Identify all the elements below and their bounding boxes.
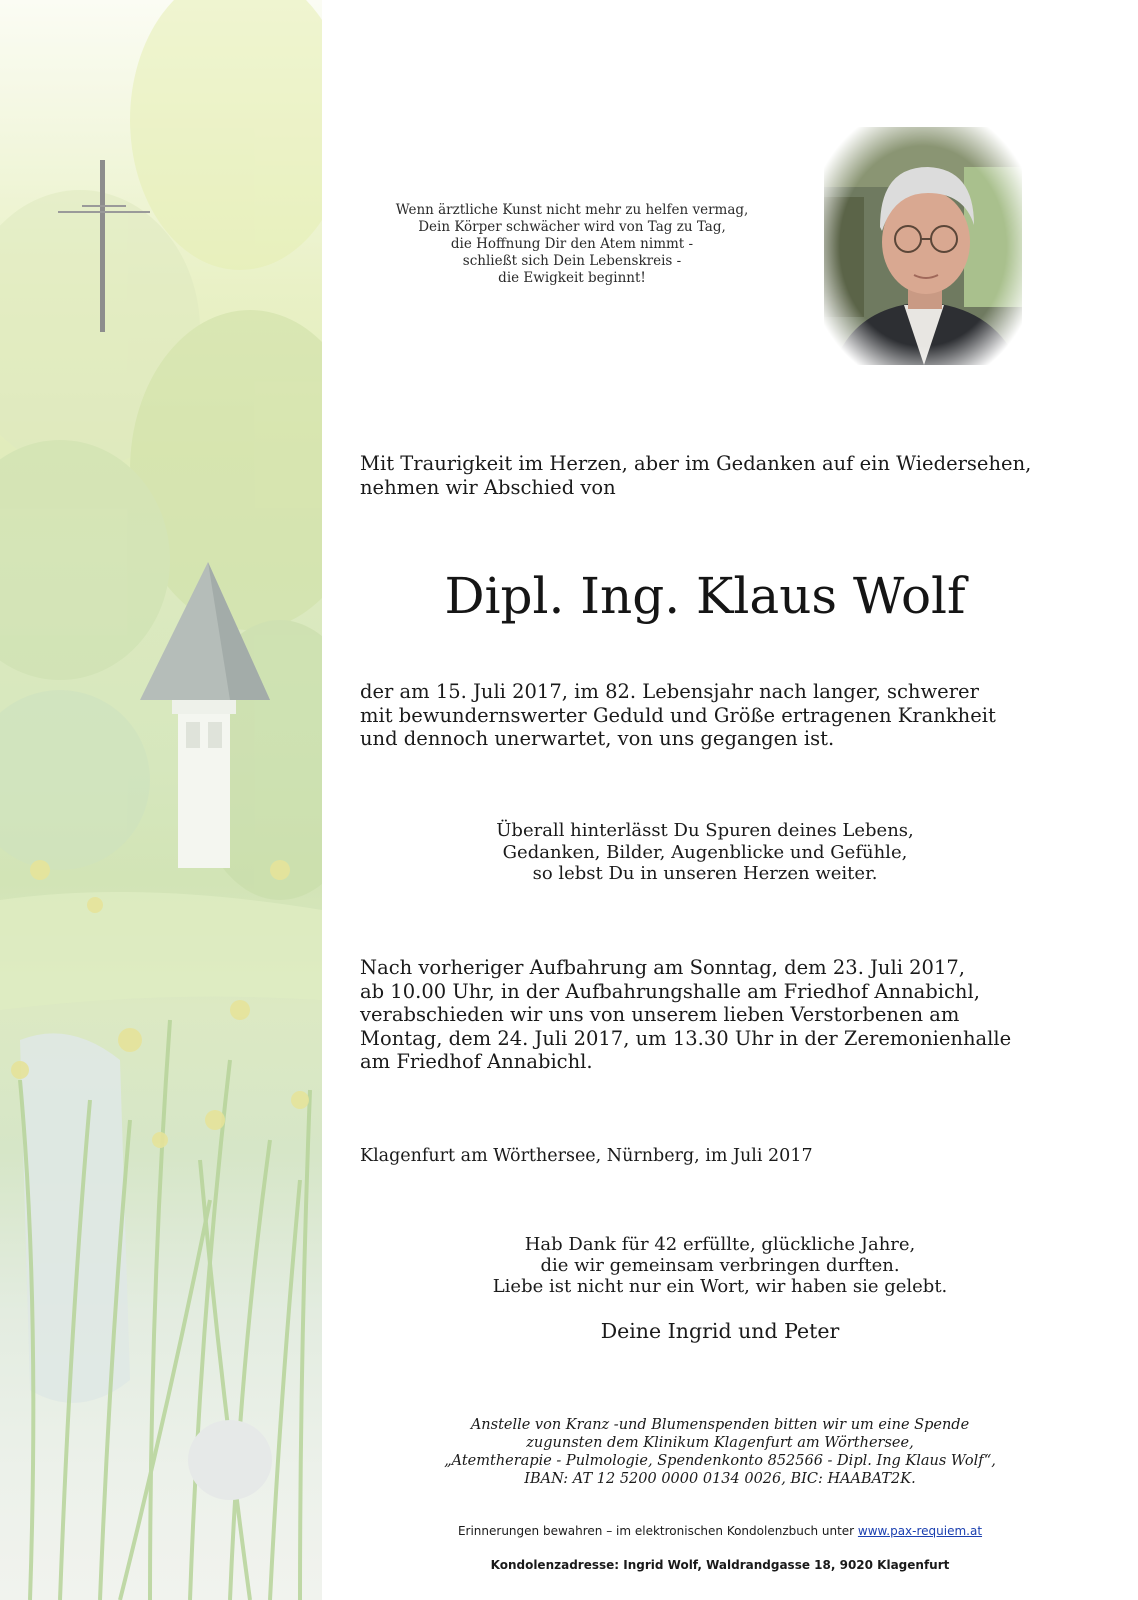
donation-line: IBAN: AT 12 5200 0000 0134 0026, BIC: HAABAT2K. [524,1471,916,1487]
condolence-text: Erinnerungen bewahren – im elektronischen Kondolenzbuch unter [457,1524,855,1538]
thanks-verse [360,1234,1080,1297]
condolence-address: Kondolenzadresse: Ingrid Wolf, Waldrandgasse 18, 9020 Klagenfurt [490,1558,950,1572]
poem-line: schließt sich Dein Lebenskreis - [462,253,682,269]
funeral-line: am Friedhof Annabichl. [360,1050,593,1073]
poem-line: Dein Körper schwächer wird von Tag zu Tag, [418,219,726,235]
funeral-details [360,956,1011,1074]
funeral-line: Nach vorheriger Aufbahrung am Sonntag, dem 23. Juli 2017, [360,956,965,979]
poem-line: die Ewigkeit beginnt! [498,270,646,286]
thanks-line: Liebe ist nicht nur ein Wort, wir haben sie gelebt. [492,1276,948,1297]
verse-line: Gedanken, Bilder, Augenblicke und Gefühle, [502,841,908,863]
portrait-photo [824,127,1022,365]
deceased-name: Dipl. Ing. Klaus Wolf [444,567,966,625]
intro-line: nehmen wir Abschied von [360,476,616,499]
thanks-line: Hab Dank für 42 erfüllte, glückliche Jahre, [524,1234,916,1255]
condolence-link[interactable]: www.pax-requiem.at [857,1524,983,1538]
cross-icon [58,160,150,332]
thanks-line: die wir gemeinsam verbringen durften. [540,1255,900,1276]
notice-line: der am 15. Juli 2017, im 82. Lebensjahr nach langer, schwerer [360,680,979,703]
donation-line: zugunsten dem Klinikum Klagenfurt am Wörthersee, [526,1435,914,1451]
poem-line: die Hoffnung Dir den Atem nimmt - [450,236,694,252]
place-date: Klagenfurt am Wörthersee, Nürnberg, im Juli 2017 [360,1146,813,1166]
signature: Deine Ingrid und Peter [600,1319,840,1343]
donation-note [360,1416,1080,1488]
background-landscape-image [0,0,322,1600]
donation-line: „Atemtherapie - Pulmologie, Spendenkonto 852566 - Dipl. Ing Klaus Wolf“, [444,1453,996,1469]
notice-line: mit bewundernswerter Geduld und Größe ertragenen Krankheit [360,703,996,727]
donation-line: Anstelle von Kranz -und Blumenspenden bitten wir um eine Spende [470,1417,970,1433]
notice-line: und dennoch unerwartet, von uns gegangen ist. [360,727,835,750]
condolence-book-note [360,1523,1080,1539]
funeral-line: verabschieden wir uns von unserem lieben Verstorbenen am [360,1003,960,1026]
verse-line: so lebst Du in unseren Herzen weiter. [532,863,878,884]
verse-line: Überall hinterlässt Du Spuren deines Lebens, [496,820,914,841]
funeral-line: ab 10.00 Uhr, in der Aufbahrungshalle am Friedhof Annabichl, [360,979,980,1003]
poem-line: Wenn ärztliche Kunst nicht mehr zu helfen vermag, [395,202,749,218]
opening-poem [360,202,784,287]
memorial-verse [360,820,1050,885]
death-notice-text [360,680,996,751]
funeral-line: Montag, dem 24. Juli 2017, um 13.30 Uhr in der Zeremonienhalle [360,1026,1012,1050]
intro-text [360,452,1031,500]
intro-line: Mit Traurigkeit im Herzen, aber im Gedanken auf ein Wiedersehen, [360,452,1032,475]
